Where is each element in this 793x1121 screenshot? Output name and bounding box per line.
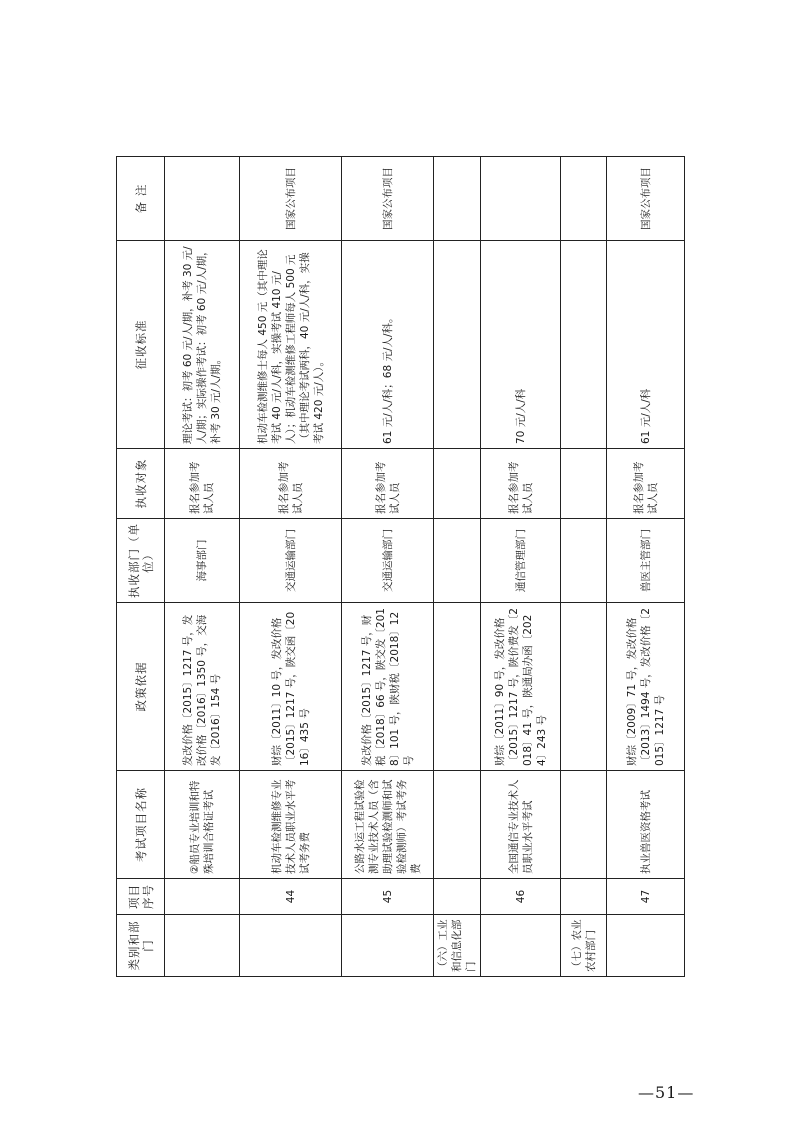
cell-category bbox=[607, 915, 685, 977]
cell-policy: 财综〔2009〕71 号，发改价格〔2013〕1494 号，发改价格〔2015〕1217 号 bbox=[607, 603, 685, 771]
table-row bbox=[342, 157, 434, 977]
cell-dept: 通信管理部门 bbox=[481, 519, 561, 603]
fee-table bbox=[116, 156, 685, 977]
cell-target: 报名参加考试人员 bbox=[240, 449, 342, 519]
cell-remark: 国家公布项目 bbox=[342, 157, 434, 241]
cell-target: 报名参加考试人员 bbox=[481, 449, 561, 519]
cell-target: 报名参加考试人员 bbox=[342, 449, 434, 519]
header-category: 类别和部门 bbox=[117, 915, 165, 977]
cell-dept: 海事部门 bbox=[165, 519, 240, 603]
cell-policy: 财综〔2011〕10 号，发改价格〔2015〕1217 号，陕交函〔2016〕435 号 bbox=[240, 603, 342, 771]
cell-seq: 45 bbox=[342, 879, 434, 915]
cell-name bbox=[561, 771, 607, 879]
cell-dept: 兽医主管部门 bbox=[607, 519, 685, 603]
cell-remark bbox=[481, 157, 561, 241]
cell-remark bbox=[434, 157, 481, 241]
header-standard: 征收标准 bbox=[117, 241, 165, 449]
cell-target bbox=[561, 449, 607, 519]
cell-remark bbox=[165, 157, 240, 241]
header-dept: 执收部门（单位） bbox=[117, 519, 165, 603]
cell-standard: 61 元/人/科 bbox=[607, 241, 685, 449]
header-row bbox=[117, 157, 165, 977]
cell-policy bbox=[561, 603, 607, 771]
header-target: 执收对象 bbox=[117, 449, 165, 519]
cell-name: 全国通信专业技术人员职业水平考试 bbox=[481, 771, 561, 879]
cell-category: （七）农业农村部门 bbox=[561, 915, 607, 977]
cell-policy: 发改价格〔2015〕1217 号，财税〔2018〕66 号，陕交发〔2018〕101 号，陕财税〔2018〕12 号 bbox=[342, 603, 434, 771]
cell-category bbox=[240, 915, 342, 977]
cell-category bbox=[165, 915, 240, 977]
table-row bbox=[240, 157, 342, 977]
cell-standard bbox=[561, 241, 607, 449]
cell-standard: 70 元/人/科 bbox=[481, 241, 561, 449]
cell-dept bbox=[561, 519, 607, 603]
cell-remark: 国家公布项目 bbox=[607, 157, 685, 241]
cell-name: 执业兽医资格考试 bbox=[607, 771, 685, 879]
cell-standard: 理论考试：初考 60 元/人/期，补考 30 元/人/期；实际操作考试：初考 60 元/人/期，补考 30 元/人/期。 bbox=[165, 241, 240, 449]
cell-policy bbox=[434, 603, 481, 771]
cell-name: ②船员专业培训和特殊培训合格证考试 bbox=[165, 771, 240, 879]
cell-policy: 财综〔2011〕90 号，发改价格〔2015〕1217 号，陕价费发〔2018〕41 号，陕通局办函〔2024〕243 号 bbox=[481, 603, 561, 771]
rotated-table-page bbox=[116, 157, 681, 977]
table-row bbox=[561, 157, 607, 977]
cell-remark bbox=[561, 157, 607, 241]
cell-standard: 61 元/人/科；68 元/人/科。 bbox=[342, 241, 434, 449]
cell-target: 报名参加考试人员 bbox=[165, 449, 240, 519]
cell-name bbox=[434, 771, 481, 879]
cell-dept: 交通运输部门 bbox=[240, 519, 342, 603]
header-seq: 项目序号 bbox=[117, 879, 165, 915]
cell-seq bbox=[434, 879, 481, 915]
cell-seq: 47 bbox=[607, 879, 685, 915]
cell-seq bbox=[561, 879, 607, 915]
cell-dept bbox=[434, 519, 481, 603]
cell-category bbox=[481, 915, 561, 977]
cell-remark: 国家公布项目 bbox=[240, 157, 342, 241]
table-row bbox=[434, 157, 481, 977]
cell-seq: 46 bbox=[481, 879, 561, 915]
cell-seq bbox=[165, 879, 240, 915]
cell-target bbox=[434, 449, 481, 519]
cell-name: 机动车检测维修专业技术人员职业水平考试考务费 bbox=[240, 771, 342, 879]
cell-standard: 机动车检测维修士每人 450 元（其中理论考试 40 元/人/科，实操考试 410 元/人）；机动车检测维修工程师每人 500 元（其中理论考试两科，40 元/人/科，实操考试 420 元/人）。 bbox=[240, 241, 342, 449]
cell-name: 公路水运工程试验检测专业技术人员（含助理试验检测师和试验检测师）考试考务费 bbox=[342, 771, 434, 879]
page-number: —51— bbox=[638, 1083, 695, 1102]
cell-category: （六）工业和信息化部门 bbox=[434, 915, 481, 977]
cell-target: 报名参加考试人员 bbox=[607, 449, 685, 519]
table-row bbox=[481, 157, 561, 977]
header-name: 考试项目名称 bbox=[117, 771, 165, 879]
cell-category bbox=[342, 915, 434, 977]
cell-seq: 44 bbox=[240, 879, 342, 915]
cell-standard bbox=[434, 241, 481, 449]
table-row bbox=[607, 157, 685, 977]
header-policy: 政策依据 bbox=[117, 603, 165, 771]
cell-dept: 交通运输部门 bbox=[342, 519, 434, 603]
cell-policy: 发改价格〔2015〕1217 号，发改价格〔2016〕1350 号，交海发〔2016〕154 号 bbox=[165, 603, 240, 771]
table-row bbox=[165, 157, 240, 977]
header-remark: 备 注 bbox=[117, 157, 165, 241]
